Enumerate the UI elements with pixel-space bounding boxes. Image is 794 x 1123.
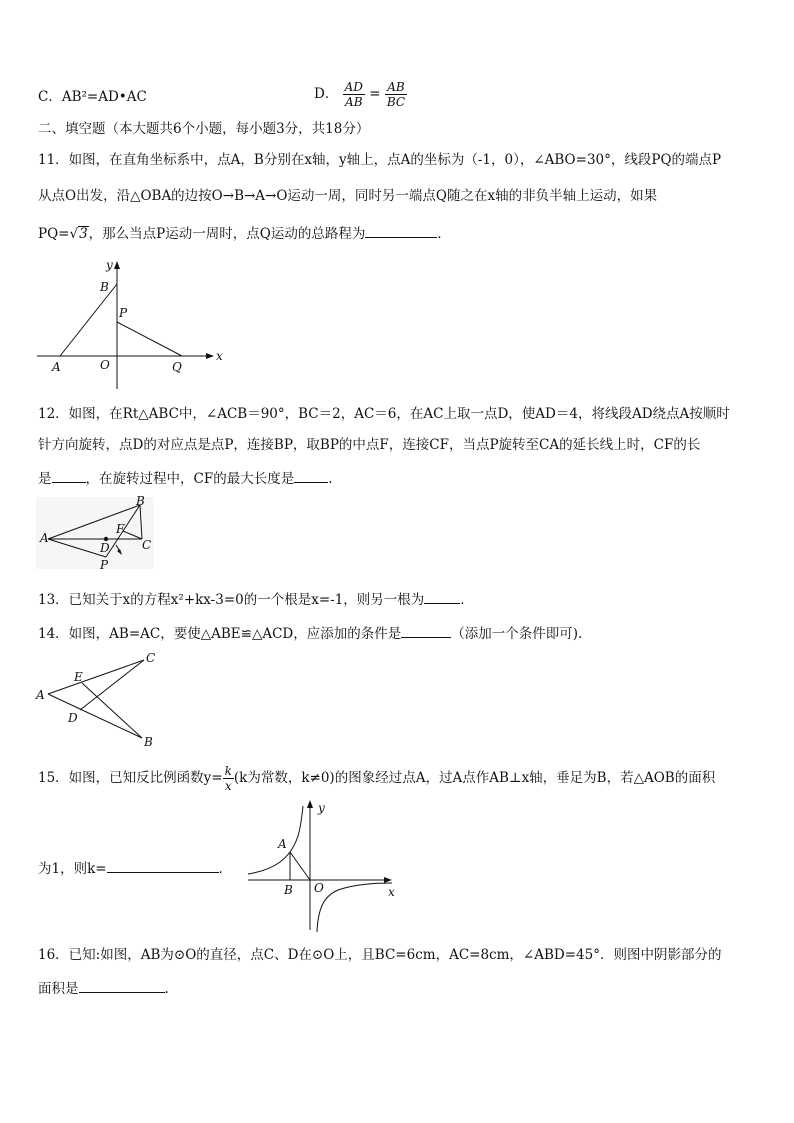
q11-line2: 从点O出发，沿△OBA的边按O→B→A→O运动一周，同时另一端点Q随之在x轴的非负半轴上运动，如果: [38, 188, 658, 204]
q12-line1: 12．如图，在Rt△ABC中，∠ACB＝90°，BC＝2，AC＝6，在AC上取一点D，使AD＝4，将线段AD绕点A按顺时: [38, 406, 730, 422]
point-b-label: B: [284, 883, 293, 897]
point-e-label: E: [74, 670, 83, 684]
q16-line2: [38, 978, 169, 998]
fraction-denominator: x: [224, 779, 232, 793]
q15-line2-text: 为1，则k=: [38, 861, 107, 877]
point-a-label: A: [52, 360, 61, 374]
fraction-denominator: BC: [386, 95, 406, 109]
q15-line1: [38, 764, 715, 793]
answer-blank: [424, 589, 460, 604]
point-b-label: B: [100, 280, 109, 294]
q14-text: 14．如图，AB=AC，要使△ABE≌△ACD，应添加的条件是: [38, 626, 402, 642]
q15-line2: [38, 858, 232, 878]
point-c-label: C: [146, 651, 156, 665]
q11-line3: PQ=√3，那么当点P运动一周时，点Q运动的总路程为 ．: [38, 223, 451, 243]
q12-line3-mid: ，在旋转过程中，CF的最大长度是: [85, 471, 295, 487]
fraction-numerator: AB: [385, 80, 407, 95]
q15-figure: [238, 796, 408, 934]
option-c: C．AB²=AD•AC: [38, 89, 147, 105]
answer-blank: [52, 468, 86, 483]
point-b-label: B: [144, 735, 153, 749]
q12-line3-start: 是: [38, 471, 52, 487]
q15-text-a: 15．如图，已知反比例函数y=: [38, 770, 223, 786]
fraction-denominator: AB: [345, 95, 363, 109]
q11-line1: 11．如图，在直角坐标系中，点A，B分别在x轴，y轴上，点A的坐标为（-1，0），∠ABO=30°，线段PQ的端点P: [38, 152, 722, 168]
q11-question-text: ，那么当点P运动一周时，点Q运动的总路程为: [88, 226, 366, 242]
q15-text-b: (k为常数，k≠0)的图象经过点A，过A点作AB⊥x轴，垂足为B，若△AOB的面积: [233, 770, 716, 786]
y-axis-label: y: [106, 258, 113, 272]
q16-line1: 16．已知:如图，AB为⊙O的直径，点C、D在⊙O上，且BC=6cm，AC=8cm，∠ABD=45°．则图中阴影部分的: [38, 947, 722, 963]
point-o-label: O: [100, 358, 110, 372]
answer-blank: [294, 468, 328, 483]
point-f-label: F: [116, 522, 125, 536]
q12-line3: [38, 468, 333, 488]
q12-line2: 针方向旋转，点D的对应点是点P，连接BP，取BP的中点F，连接CF，当点P旋转至CA的延长线上时，CF的长: [38, 437, 701, 453]
q13-text: 13．已知关于x的方程x²+kx-3=0的一个根是x=-1，则另一根为: [38, 592, 425, 608]
x-axis-label: x: [216, 349, 223, 363]
q11-pq-label: PQ=: [38, 226, 70, 242]
point-a-label: A: [36, 688, 45, 702]
point-a-label: A: [40, 531, 49, 545]
point-b-label: B: [136, 495, 145, 508]
answer-blank: [79, 978, 165, 993]
fraction-ab-bc: [385, 80, 407, 109]
q16-end: .: [164, 981, 169, 997]
q11-figure: [32, 255, 232, 395]
point-q-label: Q: [172, 360, 182, 374]
answer-blank: [401, 623, 451, 638]
section-heading: 二、填空题（本大题共6个小题，每小题3分，共18分）: [38, 121, 370, 137]
point-d-label: D: [68, 711, 78, 725]
answer-blank: [107, 858, 219, 873]
fraction-numerator: AD: [344, 80, 363, 94]
point-d-label: D: [100, 541, 110, 555]
q11-sqrt-value: 3: [79, 226, 88, 242]
option-d: [314, 80, 407, 109]
q14-line: [38, 623, 582, 643]
q11-end: ．: [437, 226, 451, 242]
fraction-ad-ab: [343, 80, 365, 109]
x-axis-label: x: [388, 885, 395, 899]
point-p-label: P: [100, 558, 109, 572]
answer-blank: [365, 223, 437, 238]
q15-end: ．: [218, 861, 233, 877]
point-c-label: C: [142, 538, 152, 552]
q16-line2-text: 面积是: [38, 981, 79, 997]
point-o-label: O: [314, 881, 324, 895]
q12-end: .: [328, 471, 333, 487]
y-axis-label: y: [318, 801, 325, 815]
equals-sign: =: [369, 86, 381, 102]
fraction-numerator: k: [224, 764, 232, 778]
q13-line: [38, 589, 474, 609]
q12-figure: [36, 495, 156, 575]
q13-end: ．: [460, 592, 474, 608]
point-a-label: A: [278, 837, 287, 851]
option-d-label: D．: [314, 86, 339, 102]
point-p-label: P: [119, 306, 128, 320]
q14-figure: [34, 648, 174, 750]
fraction-k-over-x: [223, 764, 234, 793]
q14-tail: （添加一个条件即可).: [451, 626, 583, 642]
